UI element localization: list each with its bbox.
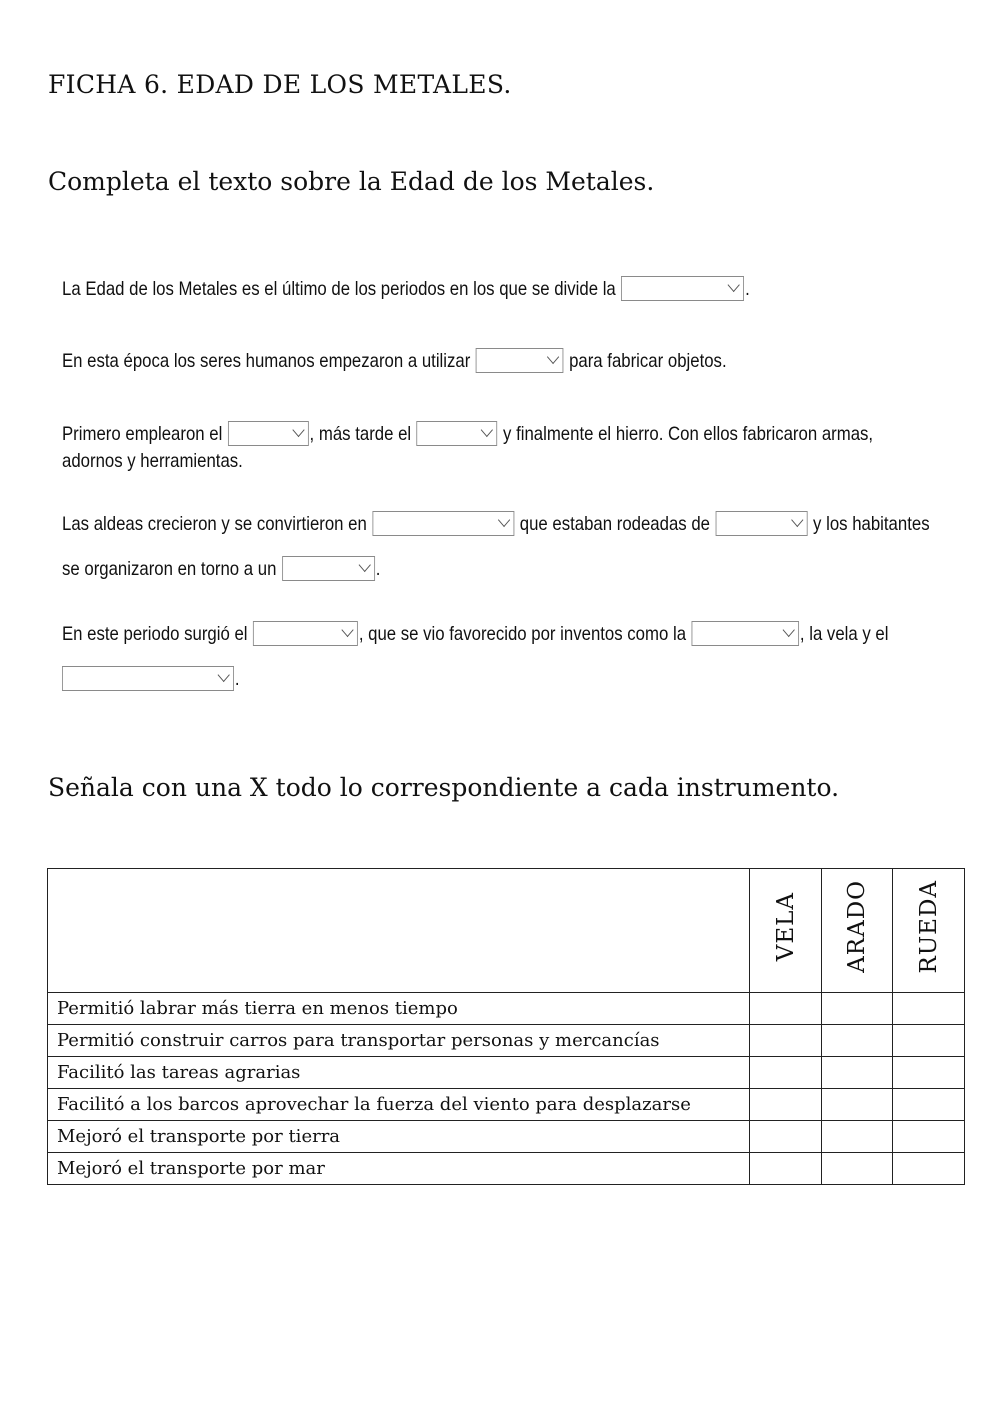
dropdown-3[interactable] (228, 421, 309, 446)
check-cell-arado[interactable] (822, 1153, 893, 1185)
header-vela (750, 869, 822, 993)
header-rueda (893, 869, 965, 993)
column-label-arado: ARADO (844, 880, 870, 973)
p3-text-d: adornos y herramientas. (62, 450, 243, 472)
table-row (48, 1057, 965, 1089)
column-label-vela: VELA (772, 891, 799, 962)
p2-text-a: En esta época los seres humanos empezaron a utilizar (62, 350, 471, 372)
p2-text-b: para fabricar objetos. (569, 350, 727, 372)
check-cell-vela[interactable] (750, 1025, 822, 1057)
p3-text-b: , más tarde el (309, 423, 412, 445)
check-cell-vela[interactable] (750, 1089, 822, 1121)
p1-text-a: La Edad de los Metales es el último de los periodos en los que se divide la (62, 278, 616, 300)
chevron-down-icon (791, 513, 803, 527)
check-cell-rueda[interactable] (893, 1089, 965, 1121)
check-cell-rueda[interactable] (893, 1057, 965, 1089)
p6-text-a: En este periodo surgió el (62, 623, 248, 645)
section1-instruction: Completa el texto sobre la Edad de los Metales. (48, 167, 655, 196)
check-cell-vela[interactable] (750, 1121, 822, 1153)
paragraph-3 (62, 421, 873, 448)
chevron-down-icon (218, 668, 230, 682)
check-cell-rueda[interactable] (893, 1153, 965, 1185)
p7-text-a: . (234, 668, 240, 690)
chevron-down-icon (498, 513, 510, 527)
row-statement: Facilitó las tareas agrarias (48, 1057, 750, 1089)
chevron-down-icon (547, 350, 559, 364)
instrument-table (47, 868, 965, 1185)
check-cell-rueda[interactable] (893, 993, 965, 1025)
row-statement: Permitió construir carros para transportar personas y mercancías (48, 1025, 750, 1057)
table-row (48, 1089, 965, 1121)
paragraph-6 (62, 621, 888, 648)
check-cell-arado[interactable] (822, 1121, 893, 1153)
check-cell-arado[interactable] (822, 1057, 893, 1089)
p1-text-b: . (745, 278, 750, 300)
chevron-down-icon (292, 423, 304, 437)
table-row (48, 993, 965, 1025)
check-cell-vela[interactable] (750, 1153, 822, 1185)
dropdown-10[interactable] (62, 666, 234, 691)
paragraph-5 (62, 556, 380, 583)
p4-text-b: que estaban rodeadas de (519, 513, 710, 535)
check-cell-arado[interactable] (822, 993, 893, 1025)
dropdown-1[interactable] (621, 276, 744, 301)
check-cell-rueda[interactable] (893, 1121, 965, 1153)
p5-text-a: se organizaron en torno a un (62, 558, 277, 580)
p4-text-c: y los habitantes (813, 513, 930, 535)
dropdown-5[interactable] (372, 511, 514, 536)
p5-text-b: . (375, 558, 381, 580)
paragraph-3-continued (62, 448, 243, 475)
p3-text-c: y finalmente el hierro. Con ellos fabricaron armas, (503, 423, 874, 445)
table-row (48, 1153, 965, 1185)
dropdown-6[interactable] (716, 511, 808, 536)
check-cell-arado[interactable] (822, 1089, 893, 1121)
chevron-down-icon (481, 423, 493, 437)
row-statement: Facilitó a los barcos aprovechar la fuerza del viento para desplazarse (48, 1089, 750, 1121)
check-cell-vela[interactable] (750, 1057, 822, 1089)
dropdown-2[interactable] (476, 348, 564, 373)
dropdown-7[interactable] (282, 556, 375, 581)
column-label-rueda: RUEDA (915, 879, 942, 974)
chevron-down-icon (783, 623, 795, 637)
paragraph-4 (62, 511, 930, 538)
check-cell-rueda[interactable] (893, 1025, 965, 1057)
p6-text-b: , que se vio favorecido por inventos como la (358, 623, 687, 645)
header-empty-cell (48, 869, 750, 993)
row-statement: Mejoró el transporte por tierra (48, 1121, 750, 1153)
chevron-down-icon (358, 558, 370, 572)
chevron-down-icon (728, 278, 740, 292)
chevron-down-icon (342, 623, 354, 637)
table-header-row (48, 869, 965, 993)
paragraph-1 (62, 276, 750, 303)
check-cell-vela[interactable] (750, 993, 822, 1025)
section2-instruction: Señala con una X todo lo correspondiente a cada instrumento. (48, 773, 840, 802)
page-title: FICHA 6. EDAD DE LOS METALES. (48, 70, 512, 99)
paragraph-2 (62, 348, 727, 375)
row-statement: Permitió labrar más tierra en menos tiempo (48, 993, 750, 1025)
p6-text-c: , la vela y el (799, 623, 889, 645)
p3-text-a: Primero emplearon el (62, 423, 223, 445)
p4-text-a: Las aldeas crecieron y se convirtieron en (62, 513, 367, 535)
check-cell-arado[interactable] (822, 1025, 893, 1057)
paragraph-7 (62, 666, 240, 693)
dropdown-9[interactable] (692, 621, 800, 646)
row-statement: Mejoró el transporte por mar (48, 1153, 750, 1185)
table-row (48, 1025, 965, 1057)
dropdown-8[interactable] (253, 621, 358, 646)
table-row (48, 1121, 965, 1153)
header-arado (822, 869, 893, 993)
dropdown-4[interactable] (417, 421, 498, 446)
